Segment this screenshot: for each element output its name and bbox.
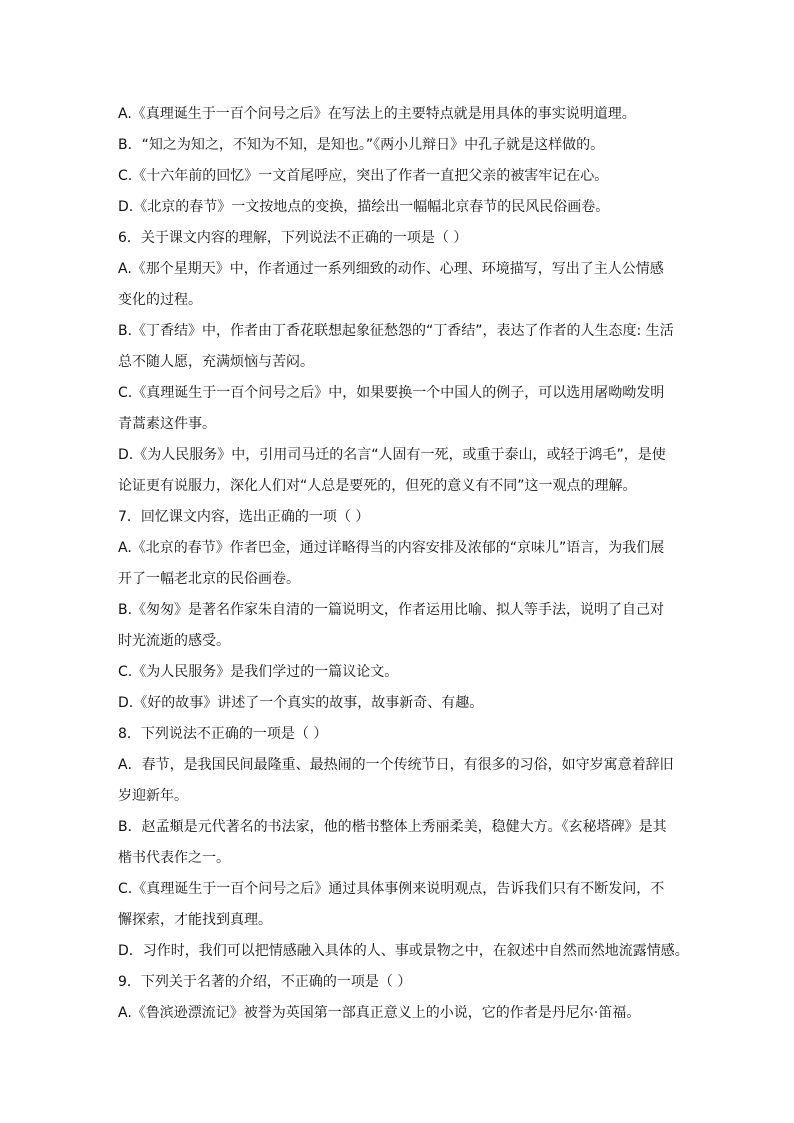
text-line: 变化的过程。 bbox=[118, 292, 202, 308]
text-line: 岁迎新年。 bbox=[118, 788, 188, 804]
text-line: B.《丁香结》中，作者由丁香花联想起象征愁怨的“丁香结”，表达了作者的人生态度: 生活 bbox=[118, 323, 674, 339]
text-line: 青蒿素这件事。 bbox=[118, 416, 216, 432]
text-line: 时光流逝的感受。 bbox=[118, 633, 230, 649]
question-9-stem: 9．下列关于名著的介绍，不正确的一项是（ ） bbox=[118, 974, 412, 990]
text-line: B．“知之为知之，不知为不知，是知也。”《两小儿辩日》中孔子就是这样做的。 bbox=[118, 137, 605, 153]
text-line: 论证更有说服力，深化人们对“人总是要死的，但死的意义有不同”这一观点的理解。 bbox=[118, 478, 637, 494]
text-line: D．习作时，我们可以把情感融入具体的人、事或景物之中，在叙述中自然而然地流露情感。 bbox=[118, 943, 689, 959]
question-7-stem: 7．回忆课文内容，选出正确的一项（ ） bbox=[118, 509, 370, 525]
text-line: 楷书代表作之一。 bbox=[118, 850, 230, 866]
text-line: D.《为人民服务》中，引用司马迁的名言“人固有一死，或重于泰山，或轻于鸿毛”，是使 bbox=[118, 447, 666, 463]
text-line: 开了一幅老北京的民俗画卷。 bbox=[118, 571, 300, 587]
text-line: C.《为人民服务》是我们学过的一篇议论文。 bbox=[118, 664, 399, 680]
text-line: D.《好的故事》讲述了一个真实的故事，故事新奇、有趣。 bbox=[118, 695, 484, 711]
question-6-stem: 6．关于课文内容的理解，下列说法不正确的一项是（ ） bbox=[118, 230, 468, 246]
text-line: A.《真理诞生于一百个问号之后》在写法上的主要特点就是用具体的事实说明道理。 bbox=[118, 106, 636, 122]
text-line: C.《真理诞生于一百个问号之后》通过具体事例来说明观点，告诉我们只有不断发问，不 bbox=[118, 881, 665, 897]
text-line: B．赵孟頫是元代著名的书法家，他的楷书整体上秀丽柔美，稳健大方。《玄秘塔碑》是其 bbox=[118, 819, 667, 835]
text-line: 总不随人愿，充满烦恼与苦闷。 bbox=[118, 354, 314, 370]
text-line: C.《真理诞生于一百个问号之后》中，如果要换一个中国人的例子，可以选用屠呦呦发明 bbox=[118, 385, 665, 401]
text-line: A.《北京的春节》作者巴金，通过详略得当的内容安排及浓郁的“京味儿”语言，为我们展 bbox=[118, 540, 665, 556]
text-line: 懈探索，才能找到真理。 bbox=[118, 912, 272, 928]
text-line: B.《匆匆》是著名作家朱自清的一篇说明文，作者运用比喻、拟人等手法，说明了自己对 bbox=[118, 602, 665, 618]
text-line: D.《北京的春节》一文按地点的变换，描绘出一幅幅北京春节的民风民俗画卷。 bbox=[118, 199, 610, 215]
text-line: A.《那个星期天》中，作者通过一系列细致的动作、心理、环境描写，写出了主人公情感 bbox=[118, 261, 664, 277]
text-line: A．春节，是我国民间最隆重、最热闹的一个传统节日，有很多的习俗，如守岁寓意着辞旧 bbox=[118, 757, 674, 773]
document-body bbox=[118, 99, 689, 1029]
text-line: C.《十六年前的回忆》一文首尾呼应，突出了作者一直把父亲的被害牢记在心。 bbox=[118, 168, 609, 184]
question-8-stem: 8．下列说法不正确的一项是（ ） bbox=[118, 726, 328, 742]
text-line: A.《鲁滨逊漂流记》被誉为英国第一部真正意义上的小说，它的作者是丹尼尔·笛福。 bbox=[118, 1005, 641, 1021]
